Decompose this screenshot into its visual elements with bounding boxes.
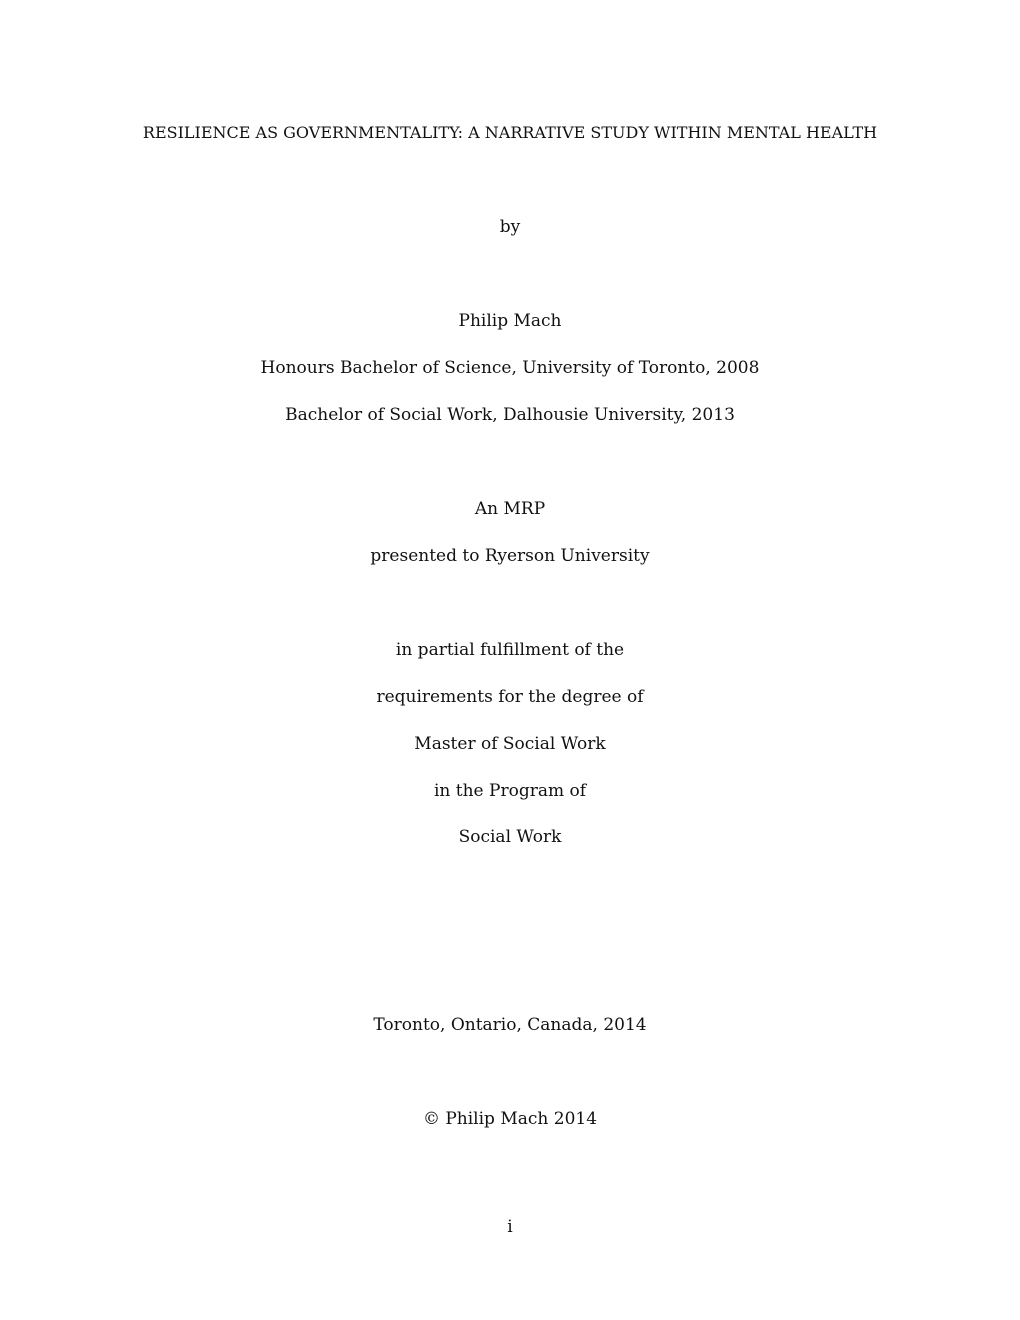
document-type: An MRP xyxy=(474,499,546,519)
author-name: Philip Mach xyxy=(458,311,562,331)
program-intro: in the Program of xyxy=(433,781,587,801)
document-title: RESILIENCE AS GOVERNMENTALITY: A NARRATIVE STUDY WITHIN MENTAL HEALTH xyxy=(142,123,878,142)
copyright-notice: © Philip Mach 2014 xyxy=(422,1109,598,1129)
fulfillment-line: in partial fulfillment of the xyxy=(395,640,625,660)
presented-to: presented to Ryerson University xyxy=(370,546,650,566)
prior-degree-2: Bachelor of Social Work, Dalhousie University, 2013 xyxy=(285,405,735,425)
place-year: Toronto, Ontario, Canada, 2014 xyxy=(373,1015,647,1035)
by-line: by xyxy=(499,217,521,237)
degree-sought: Master of Social Work xyxy=(414,734,606,754)
page-number: i xyxy=(507,1217,513,1237)
prior-degree-1: Honours Bachelor of Science, University of Toronto, 2008 xyxy=(260,358,760,378)
requirements-line: requirements for the degree of xyxy=(376,687,644,707)
program-name: Social Work xyxy=(458,827,562,847)
